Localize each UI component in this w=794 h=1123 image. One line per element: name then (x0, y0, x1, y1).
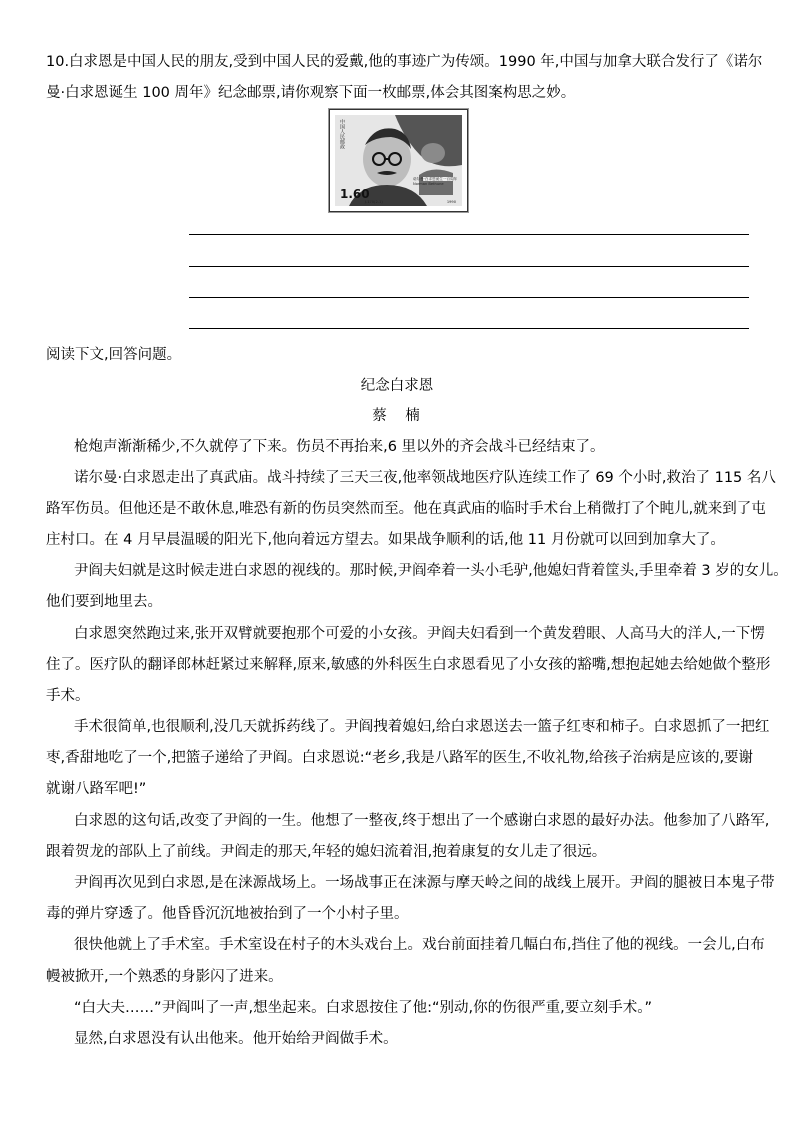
answer-line-3[interactable] (189, 297, 749, 298)
paragraph-line: 诺尔曼·白求恩走出了真武庙。战斗持续了三天三夜,他率领战地医疗队连续工作了 69 个小时,救治了 115 名八 (74, 470, 776, 486)
paragraph-line: 他们要到地里去。 (46, 594, 162, 610)
paragraph-line: 枪炮声渐渐稀少,不久就停了下来。伤员不再抬来,6 里以外的齐会战斗已经结束了。 (74, 439, 605, 455)
stamp-face-value: 1.60 (340, 187, 370, 201)
stamp-year: 1990 (446, 200, 456, 204)
paragraph-line: 显然,白求恩没有认出他来。他开始给尹阎做手术。 (74, 1031, 398, 1047)
paragraph-line: 住了。医疗队的翻译郎林赶紧过来解释,原来,敏感的外科医生白求恩看见了小女孩的豁嘴,想抱起她去给她做个整形 (46, 657, 771, 673)
paragraph-line: 跟着贺龙的部队上了前线。尹阎走的那天,年轻的媳妇流着泪,抱着康复的女儿走了很远。 (46, 844, 607, 860)
paragraph-line: 白求恩突然跑过来,张开双臂就要抱那个可爱的小女孩。尹阎夫妇看到一个黄发碧眼、人高马大的洋人,一下愣 (74, 626, 765, 642)
paragraph-line: 很快他就上了手术室。手术室设在村子的木头戏台上。戏台前面挂着几幅白布,挡住了他的视线。一会儿,白布 (74, 937, 765, 953)
paragraph-line: 尹阎再次见到白求恩,是在涞源战场上。一场战事正在涞源与摩天岭之间的战线上展开。尹阎的腿被日本鬼子带 (74, 875, 775, 891)
answer-line-4[interactable] (189, 328, 749, 329)
stamp-country: 中国人民邮政 (339, 119, 345, 149)
answer-line-1[interactable] (189, 234, 749, 235)
question-line-2: 曼·白求恩诞生 100 周年》纪念邮票,请你观察下面一枚邮票,体会其图案构思之妙。 (46, 85, 576, 101)
stamp-picture (335, 115, 462, 206)
paragraph-line: 路军伤员。但他还是不敢休息,唯恐有新的伤员突然而至。他在真武庙的临时手术台上稍微打了个盹儿,就来到了屯 (46, 501, 766, 517)
stamp-caption-cn: 诺尔曼·白求恩诞生一百周年 (413, 177, 458, 181)
paragraph-line: 手术很简单,也很顺利,没几天就拆药线了。尹阎拽着媳妇,给白求恩送去一篮子红枣和柿子。白求恩抓了一把红 (74, 719, 770, 735)
paragraph-line: 尹阎夫妇就是这时候走进白求恩的视线的。那时候,尹阎牵着一头小毛驴,他媳妇背着筐头,手里牵着 3 岁的女儿。 (74, 563, 788, 579)
paragraph-line: 就谢八路军吧!” (46, 781, 147, 797)
paragraph-line: 毒的弹片穿透了。他昏昏沉沉地被抬到了一个小村子里。 (46, 906, 409, 922)
bethune-stamp-image (329, 109, 468, 212)
article-author: 蔡 楠 (372, 408, 422, 424)
paragraph-line: 庄村口。在 4 月早晨温暖的阳光下,他向着远方望去。如果战争顺利的话,他 11 月份就可以回到加拿大了。 (46, 532, 725, 548)
article-title: 纪念白求恩 (360, 378, 434, 394)
paragraph-line: 枣,香甜地吃了一个,把篮子递给了尹阎。白求恩说:“老乡,我是八路军的医生,不收礼物,给孩子治病是应该的,要谢 (46, 750, 754, 766)
answer-line-2[interactable] (189, 266, 749, 267)
stamp-code: J.170(2-1) (365, 200, 383, 204)
stamp-caption-en: Norman Bethune (413, 182, 444, 186)
paragraph-line: 幔被掀开,一个熟悉的身影闪了进来。 (46, 969, 283, 985)
paragraph-line: 白求恩的这句话,改变了尹阎的一生。他想了一整夜,终于想出了一个感谢白求恩的最好办法。他参加了八路军, (74, 813, 770, 829)
reading-instruction: 阅读下文,回答问题。 (46, 347, 182, 363)
paragraph-line: “白大夫……”尹阎叫了一声,想坐起来。白求恩按住了他:“别动,你的伤很严重,要立刻手术。” (74, 1000, 653, 1016)
paragraph-line: 手术。 (46, 688, 90, 704)
question-line-1: 10.白求恩是中国人民的朋友,受到中国人民的爱戴,他的事迹广为传颂。1990 年,中国与加拿大联合发行了《诺尔 (46, 54, 763, 70)
